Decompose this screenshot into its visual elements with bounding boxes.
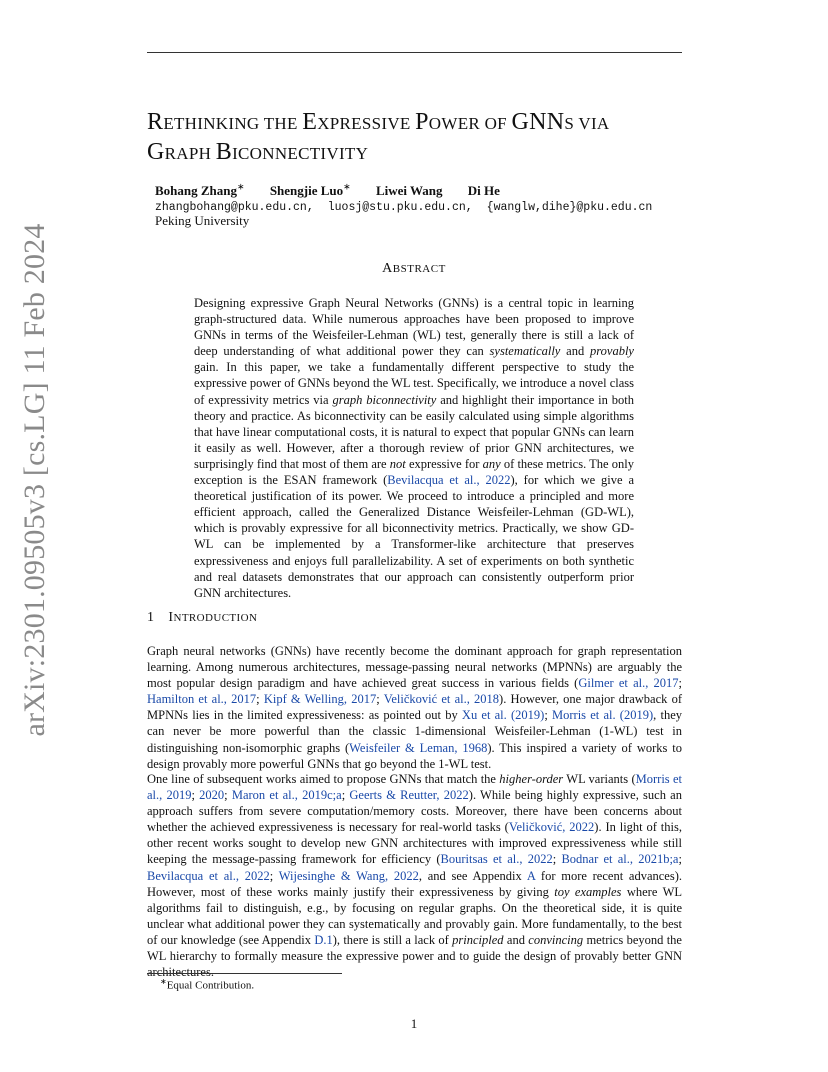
- appendix-link[interactable]: A: [526, 868, 536, 883]
- citation-link[interactable]: Xu et al. (2019): [461, 708, 545, 723]
- email: zhangbohang@pku.edu.cn,: [155, 201, 314, 214]
- title-line-1: RETHINKING THE EXPRESSIVE POWER OF GNNS VIA: [147, 109, 610, 135]
- email: {wanglw,dihe}@pku.edu.cn: [486, 201, 653, 214]
- paragraph-2: One line of subsequent works aimed to propose GNNs that match the higher-order WL variants (Morris et al., 2019; 2020; Maron et al., 2019c;a; Geerts & Reutter, 2022). While being highly expressive, such an approach suffers from severe computation/memory costs. Moreover, there have been concerns about whether the achieved expressiveness is necessary for real-world tasks (Veličković, 2022). In light of this, other recent works sought to develop new GNN architectures with improved expressiveness while still keeping the message-passing framework for efficiency (Bouritsas et al., 2022; Bodnar et al., 2021b;a; Bevilacqua et al., 2022; Wijesinghe & Wang, 2022, and see Appendix A for more recent advances). However, most of these works mainly justify their expressiveness by giving toy examples where WL algorithms fail to distinguish, e.g., by focusing on regular graphs. On the theoretical side, it is quite unclear what additional power they can systematically and provably gain. More fundamentally, to the best of our knowledge (see Appendix D.1), there is still a lack of principled and convincing metrics beyond the WL hierarchy to formally measure the expressive power and to guide the design of provably better GNN architectures.: [147, 772, 683, 980]
- citation-link[interactable]: 2020: [199, 788, 225, 803]
- page-number: 1: [410, 1016, 418, 1031]
- footnote-rule: [147, 973, 342, 974]
- citation-link[interactable]: Gilmer et al., 2017: [578, 676, 679, 691]
- title-line-2: GRAPH BICONNECTIVITY: [147, 139, 369, 165]
- citation-link[interactable]: Veličković et al., 2018: [383, 692, 500, 707]
- citation-link[interactable]: Geerts & Reutter, 2022: [349, 788, 469, 803]
- citation-link[interactable]: Bevilacqua et al., 2022: [147, 868, 270, 883]
- citation-link[interactable]: Morris et al., 2019: [147, 772, 682, 803]
- header-rule: [147, 52, 682, 53]
- abstract-body: Designing expressive Graph Neural Networks (GNNs) is a central topic in learning graph-structured data. While numerous approaches have been proposed to improve GNNs in terms of the Weisfeiler-Lehman (WL) test, generally there is still a lack of deep understanding of what additional power they can systematically and provably gain. In this paper, we take a fundamentally different perspective to study the expressive power of GNNs beyond the WL test. Specifically, we introduce a novel class of expressivity metrics via graph biconnectivity and highlight their importance in both theory and practice. As biconnectivity can be easily calculated using simple algorithms that have linear computational costs, it is natural to expect that popular GNNs can learn it easily as well. However, after a thorough review of prior GNN architectures, we surprisingly find that most of them are not expressive for any of these metrics. The only exception is the ESAN framework (Bevilacqua et al., 2022), for which we give a theoretical justification of its power. We proceed to introduce a principled and more efficient approach, called the Generalized Distance Weisfeiler-Lehman (GD-WL), which is provably expressive for all biconnectivity metrics. Practically, we show GD-WL can be implemented by a Transformer-like architecture that preserves expressiveness and enjoys full parallelizability. A set of experiments on both synthetic and real datasets demonstrates that our approach can consistently outperform prior GNN architectures.: [194, 296, 634, 600]
- author: Di He: [467, 183, 500, 199]
- arxiv-stamp-text: arXiv:2301.09505v3 [cs.LG] 11 Feb 2024: [18, 223, 51, 737]
- affiliation: Peking University: [155, 213, 250, 228]
- author-list: [155, 182, 522, 199]
- author: Shengjie Luo∗: [269, 182, 351, 199]
- email: luosj@stu.pku.edu.cn,: [327, 201, 473, 214]
- citation-link[interactable]: Bouritsas et al., 2022: [440, 852, 553, 867]
- paragraph-1: Graph neural networks (GNNs) have recently become the dominant approach for graph representation learning. Among numerous architectures, message-passing neural networks (MPNNs) are arguably the most popular design paradigm and have achieved great success in various fields (Gilmer et al., 2017; Hamilton et al., 2017; Kipf & Welling, 2017; Veličković et al., 2018). However, one major drawback of MPNNs lies in the limited expressiveness: as pointed out by Xu et al. (2019); Morris et al. (2019), they can never be more powerful than the classic 1-dimensional Weisfeiler-Lehman (1-WL) test in distinguishing non-isomorphic graphs (Weisfeiler & Leman, 1968). This inspired a variety of works to design provably more powerful GNNs that go beyond the 1-WL test.: [147, 644, 682, 771]
- citation-link[interactable]: Maron et al., 2019c;a: [231, 788, 342, 803]
- citation-link[interactable]: Kipf & Welling, 2017: [263, 692, 377, 707]
- section-heading: 1 INTRODUCTION: [147, 610, 258, 625]
- citation-link[interactable]: Morris et al. (2019): [552, 708, 654, 723]
- citation-link[interactable]: Bevilacqua et al., 2022: [387, 473, 511, 488]
- citation-link[interactable]: Hamilton et al., 2017: [147, 692, 257, 707]
- citation-link[interactable]: Weisfeiler & Leman, 1968: [349, 740, 488, 755]
- abstract-heading: ABSTRACT: [382, 261, 446, 276]
- author: Liwei Wang: [375, 183, 443, 199]
- citation-link[interactable]: Veličković, 2022: [508, 820, 595, 835]
- author: Bohang Zhang∗: [155, 182, 245, 199]
- appendix-link[interactable]: D.1: [314, 932, 333, 947]
- citation-link[interactable]: Bodnar et al., 2021b;a: [561, 852, 679, 867]
- citation-link[interactable]: Wijesinghe & Wang, 2022: [278, 868, 419, 883]
- footnote: ∗Equal Contribution.: [160, 977, 255, 992]
- paper-title: [147, 108, 707, 168]
